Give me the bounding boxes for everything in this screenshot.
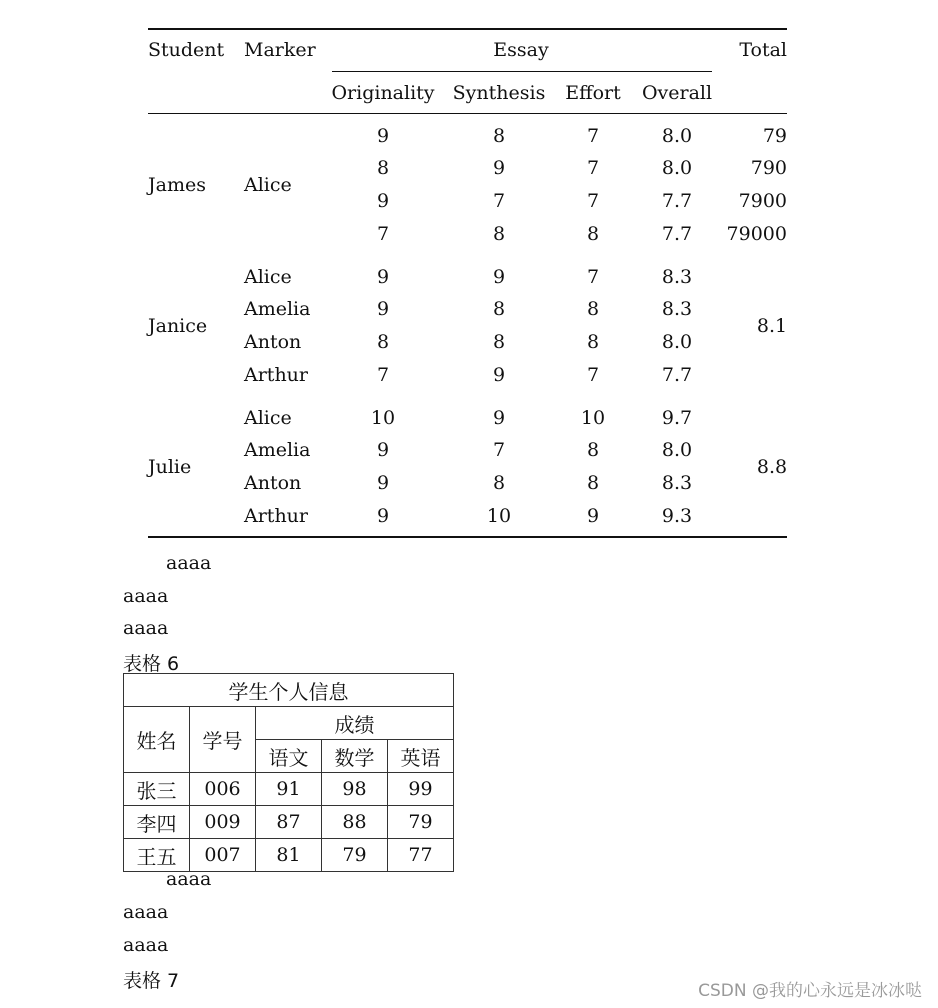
table-title: 学生个人信息: [124, 674, 454, 707]
effort-cell: 7: [586, 157, 600, 179]
header-marker: Marker: [244, 39, 316, 61]
marker-name: Amelia: [244, 298, 311, 320]
marker-name: Arthur: [244, 505, 308, 527]
marker-name: Alice: [244, 407, 292, 429]
originality-cell: 9: [376, 505, 390, 527]
header-overall: Overall: [641, 82, 713, 104]
overall-cell: 8.3: [661, 472, 693, 494]
synthesis-cell: 9: [492, 266, 506, 288]
name-cell: 张三: [124, 773, 190, 806]
table-caption: 表格 6: [123, 653, 180, 675]
effort-cell: 9: [586, 505, 600, 527]
table-row: [124, 839, 454, 872]
student-name: Janice: [148, 315, 208, 337]
overall-cell: 8.0: [661, 439, 693, 461]
effort-cell: 10: [580, 407, 606, 429]
student-name: James: [148, 174, 206, 196]
effort-cell: 7: [586, 190, 600, 212]
synthesis-cell: 7: [492, 190, 506, 212]
table-row: [124, 806, 454, 839]
marker-name: Arthur: [244, 364, 308, 386]
synthesis-cell: 7: [492, 439, 506, 461]
id-cell: 009: [190, 806, 256, 839]
synthesis-cell: 9: [492, 407, 506, 429]
paragraph: aaaa: [166, 868, 212, 890]
id-cell: 007: [190, 839, 256, 872]
essay-cmidrule: [332, 71, 712, 72]
originality-cell: 9: [376, 298, 390, 320]
id-cell: 006: [190, 773, 256, 806]
header-essay: Essay: [493, 39, 549, 61]
total-cell: 7900: [738, 190, 787, 212]
overall-cell: 8.0: [661, 157, 693, 179]
effort-cell: 8: [586, 331, 600, 353]
paragraph: aaaa: [123, 617, 169, 639]
marker-name: Amelia: [244, 439, 311, 461]
synthesis-cell: 8: [492, 298, 506, 320]
total-cell: 79000: [726, 223, 787, 245]
originality-cell: 7: [376, 364, 390, 386]
originality-cell: 8: [376, 331, 390, 353]
header-originality: Originality: [331, 82, 435, 104]
header-math: 数学: [322, 740, 388, 773]
marker-name: Anton: [244, 331, 302, 353]
paragraph: aaaa: [123, 901, 169, 923]
top-rule: [148, 28, 787, 30]
name-cell: 王五: [124, 839, 190, 872]
overall-cell: 9.7: [661, 407, 693, 429]
paragraph: aaaa: [166, 552, 212, 574]
marker-name: Anton: [244, 472, 302, 494]
effort-cell: 8: [586, 298, 600, 320]
total-cell: 8.1: [756, 315, 788, 337]
table-caption: 表格 7: [123, 970, 180, 992]
header-chinese: 语文: [256, 740, 322, 773]
overall-cell: 7.7: [661, 364, 693, 386]
watermark: CSDN @我的心永远是冰冰哒: [698, 981, 922, 1001]
originality-cell: 9: [376, 439, 390, 461]
effort-cell: 8: [586, 472, 600, 494]
effort-cell: 8: [586, 223, 600, 245]
originality-cell: 9: [376, 472, 390, 494]
name-cell: 李四: [124, 806, 190, 839]
chinese-cell: 91: [256, 773, 322, 806]
overall-cell: 8.3: [661, 298, 693, 320]
synthesis-cell: 9: [492, 364, 506, 386]
originality-cell: 9: [376, 266, 390, 288]
effort-cell: 7: [586, 266, 600, 288]
originality-cell: 9: [376, 190, 390, 212]
header-student: Student: [148, 39, 225, 61]
student-info-table: [123, 673, 454, 872]
math-cell: 88: [322, 806, 388, 839]
originality-cell: 7: [376, 223, 390, 245]
total-cell: 79: [762, 125, 787, 147]
header-total: Total: [739, 39, 787, 61]
header-english: 英语: [388, 740, 454, 773]
header-effort: Effort: [565, 82, 621, 104]
table-row: [124, 773, 454, 806]
header-name: 姓名: [124, 707, 190, 773]
english-cell: 99: [388, 773, 454, 806]
english-cell: 77: [388, 839, 454, 872]
overall-cell: 7.7: [661, 190, 693, 212]
marker-name: Alice: [244, 174, 292, 196]
synthesis-cell: 8: [492, 472, 506, 494]
effort-cell: 7: [586, 364, 600, 386]
overall-cell: 8.0: [661, 331, 693, 353]
originality-cell: 9: [376, 125, 390, 147]
english-cell: 79: [388, 806, 454, 839]
overall-cell: 9.3: [661, 505, 693, 527]
overall-cell: 8.0: [661, 125, 693, 147]
synthesis-cell: 8: [492, 125, 506, 147]
header-grades: 成绩: [256, 707, 454, 740]
total-cell: 8.8: [756, 456, 788, 478]
mid-rule: [148, 113, 787, 114]
synthesis-cell: 10: [486, 505, 512, 527]
paragraph: aaaa: [123, 934, 169, 956]
overall-cell: 8.3: [661, 266, 693, 288]
effort-cell: 8: [586, 439, 600, 461]
bottom-rule: [148, 536, 787, 538]
synthesis-cell: 9: [492, 157, 506, 179]
math-cell: 98: [322, 773, 388, 806]
student-name: Julie: [148, 456, 192, 478]
total-cell: 790: [750, 157, 787, 179]
math-cell: 79: [322, 839, 388, 872]
chinese-cell: 87: [256, 806, 322, 839]
effort-cell: 7: [586, 125, 600, 147]
header-synthesis: Synthesis: [452, 82, 546, 104]
synthesis-cell: 8: [492, 331, 506, 353]
originality-cell: 8: [376, 157, 390, 179]
chinese-cell: 81: [256, 839, 322, 872]
overall-cell: 7.7: [661, 223, 693, 245]
originality-cell: 10: [370, 407, 396, 429]
paragraph: aaaa: [123, 585, 169, 607]
synthesis-cell: 8: [492, 223, 506, 245]
marker-name: Alice: [244, 266, 292, 288]
header-id: 学号: [190, 707, 256, 773]
